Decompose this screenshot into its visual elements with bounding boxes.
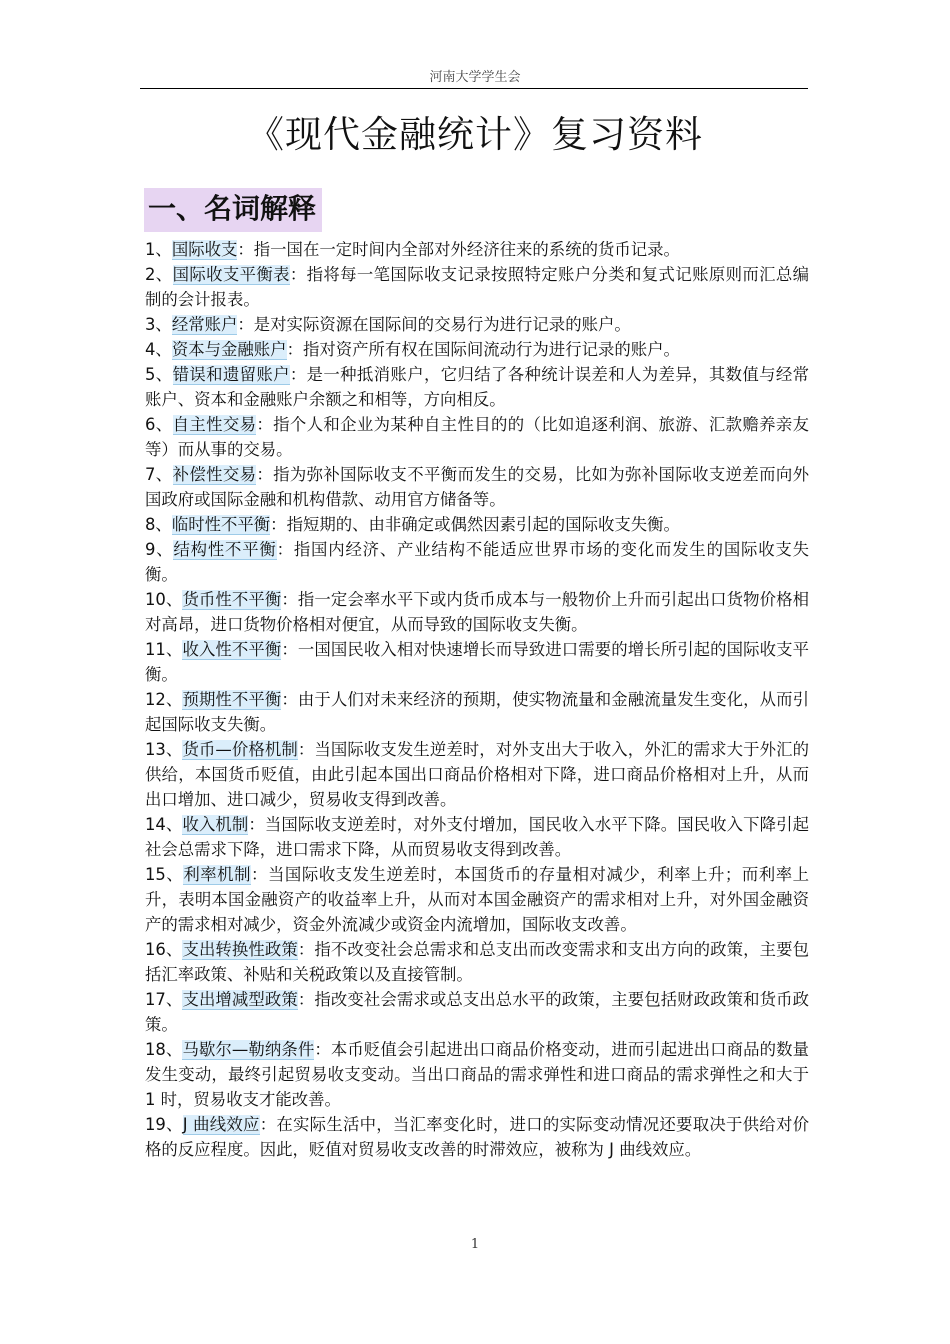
term: J 曲线效应 (182, 1115, 260, 1134)
list-item (145, 987, 809, 1037)
separator: ： (297, 990, 315, 1009)
entry-number: 5、 (145, 365, 173, 384)
definition: 在实际生活中，当汇率变化时，进口的实际变动情况还要取决于供给对价格的反应程度。因此，贬值对贸易收支改善的时滞效应，被称为 J 曲线效应。 (145, 1115, 810, 1159)
list-item (145, 537, 809, 587)
definition: 当国际收支发生逆差时，对外支出大于收入，外汇的需求大于外汇的供给，本国货币贬值，由此引起本国出口商品价格相对下降，进口商品价格相对上升，从而出口增加、进口减少，贸易收支得到改善。 (145, 740, 810, 809)
term: 结构性不平衡 (173, 540, 277, 559)
separator: ： (281, 590, 298, 609)
header-rule (140, 88, 808, 89)
entry-number: 19、 (145, 1115, 183, 1134)
definition: 指对资产所有权在国际间流动行为进行记录的账户。 (302, 340, 680, 359)
term: 货币性不平衡 (182, 590, 282, 609)
definition: 本币贬值会引起进出口商品价格变动，进而引起进出口商品的数量发生变动，最终引起贸易收支变动。当出口商品的需求弹性和进口商品的需求弹性之和大于 1 时，贸易收支才能改善。 (145, 1040, 810, 1109)
term: 经常账户 (171, 315, 238, 334)
definition: 指为弥补国际收支不平衡而发生的交易，比如为弥补国际收支逆差而向外国政府或国际金融和机构借款、动用官方储备等。 (145, 465, 810, 509)
term: 马歇尔—勒纳条件 (182, 1040, 315, 1059)
document-title: 《现代金融统计》复习资料 (247, 113, 703, 156)
list-item (145, 1037, 809, 1112)
definition: 当国际收支逆差时，对外支付增加，国民收入水平下降。国民收入下降引起社会总需求下降，进口需求下降，从而贸易收支得到改善。 (145, 815, 810, 859)
separator: ： (256, 465, 274, 484)
list-item (145, 737, 809, 812)
list-item (145, 312, 809, 337)
definition: 指一定会率水平下或内货币成本与一般物价上升而引起出口货物价格相对高昂，进口货物价格相对便宜，从而导致的国际收支失衡。 (145, 590, 810, 634)
entry-number: 18、 (145, 1040, 183, 1059)
definition: 指将每一笔国际收支记录按照特定账户分类和复式记账原则而汇总编制的会计报表。 (145, 265, 810, 309)
entry-number: 9、 (145, 540, 174, 559)
entry-number: 1、 (145, 240, 172, 259)
entry-number: 17、 (145, 990, 183, 1009)
definition: 指改变社会需求或总支出总水平的政策，主要包括财政政策和货币政策。 (145, 990, 810, 1034)
term: 国际收支 (171, 240, 238, 259)
separator: ： (251, 865, 268, 884)
term: 资本与金融账户 (171, 340, 287, 359)
separator: ： (297, 940, 315, 959)
list-item (145, 587, 809, 637)
term: 收入机制 (182, 815, 249, 834)
entry-number: 16、 (145, 940, 183, 959)
term: 自主性交易 (172, 415, 257, 434)
separator: ： (237, 240, 254, 259)
term: 临时性不平衡 (171, 515, 271, 534)
separator: ： (286, 340, 303, 359)
list-item (145, 937, 809, 987)
separator: ： (289, 365, 307, 384)
term-list (145, 237, 809, 1162)
term: 支出增减型政策 (182, 990, 298, 1009)
entry-number: 11、 (145, 640, 183, 659)
definition: 指个人和企业为某种自主性目的的（比如追逐利润、旅游、汇款赡养亲友等）而从事的交易。 (145, 415, 810, 459)
term: 支出转换性政策 (182, 940, 298, 959)
entry-number: 13、 (145, 740, 183, 759)
list-item (145, 337, 809, 362)
separator: ： (256, 415, 274, 434)
separator: ： (248, 815, 265, 834)
term: 货币—价格机制 (182, 740, 298, 759)
definition: 指一国在一定时间内全部对外经济往来的系统的货币记录。 (253, 240, 680, 259)
list-item (145, 362, 809, 412)
list-item (145, 237, 809, 262)
list-item (145, 812, 809, 862)
term: 利率机制 (183, 865, 252, 884)
page-number: 1 (470, 1237, 480, 1252)
entry-number: 3、 (145, 315, 172, 334)
definition: 指短期的、由非确定或偶然因素引起的国际收支失衡。 (286, 515, 680, 534)
definition: 一国国民收入相对快速增长而导致进口需要的增长所引起的国际收支平衡。 (145, 640, 810, 684)
definition: 指国内经济、产业结构不能适应世界市场的变化而发生的国际收支失衡。 (145, 540, 810, 584)
separator: ： (281, 690, 298, 709)
term: 收入性不平衡 (182, 640, 282, 659)
list-item (145, 637, 809, 687)
entry-number: 12、 (145, 690, 183, 709)
list-item (145, 412, 809, 462)
list-item (145, 687, 809, 737)
separator: ： (289, 265, 307, 284)
entry-number: 8、 (145, 515, 172, 534)
definition: 是对实际资源在国际间的交易行为进行记录的账户。 (253, 315, 631, 334)
page-header: 河南大学学生会 (429, 70, 521, 85)
term: 补偿性交易 (172, 465, 257, 484)
separator: ： (281, 640, 298, 659)
list-item (145, 462, 809, 512)
separator: ： (259, 1115, 277, 1134)
entry-number: 2、 (145, 265, 173, 284)
list-item (145, 262, 809, 312)
definition: 指不改变社会总需求和总支出而改变需求和支出方向的政策，主要包括汇率政策、补贴和关税政策以及直接管制。 (145, 940, 810, 984)
list-item (145, 512, 809, 537)
entry-number: 4、 (145, 340, 172, 359)
separator: ： (270, 515, 287, 534)
separator: ： (314, 1040, 331, 1059)
separator: ： (237, 315, 254, 334)
section-heading: 一、名词解释 (144, 188, 322, 232)
definition: 当国际收支发生逆差时，本国货币的存量相对减少，利率上升；而利率上升，表明本国金融资产的收益率上升，从而对本国金融资产的需求相对上升，对外国金融资产的需求相对减少，资金外流减少或资金内流增加，国际收支改善。 (145, 865, 810, 934)
separator: ： (297, 740, 315, 759)
list-item (145, 1112, 809, 1162)
entry-number: 14、 (145, 815, 183, 834)
definition: 由于人们对未来经济的预期，使实物流量和金融流量发生变化，从而引起国际收支失衡。 (145, 690, 810, 734)
list-item (145, 862, 809, 937)
term: 国际收支平衡表 (172, 265, 290, 284)
term: 错误和遗留账户 (172, 365, 290, 384)
definition: 是一种抵消账户，它归结了各种统计误差和人为差异，其数值与经常账户、资本和金融账户余额之和相等，方向相反。 (145, 365, 810, 409)
separator: ： (276, 540, 294, 559)
entry-number: 10、 (145, 590, 183, 609)
entry-number: 7、 (145, 465, 173, 484)
entry-number: 15、 (145, 865, 184, 884)
entry-number: 6、 (145, 415, 173, 434)
term: 预期性不平衡 (182, 690, 282, 709)
